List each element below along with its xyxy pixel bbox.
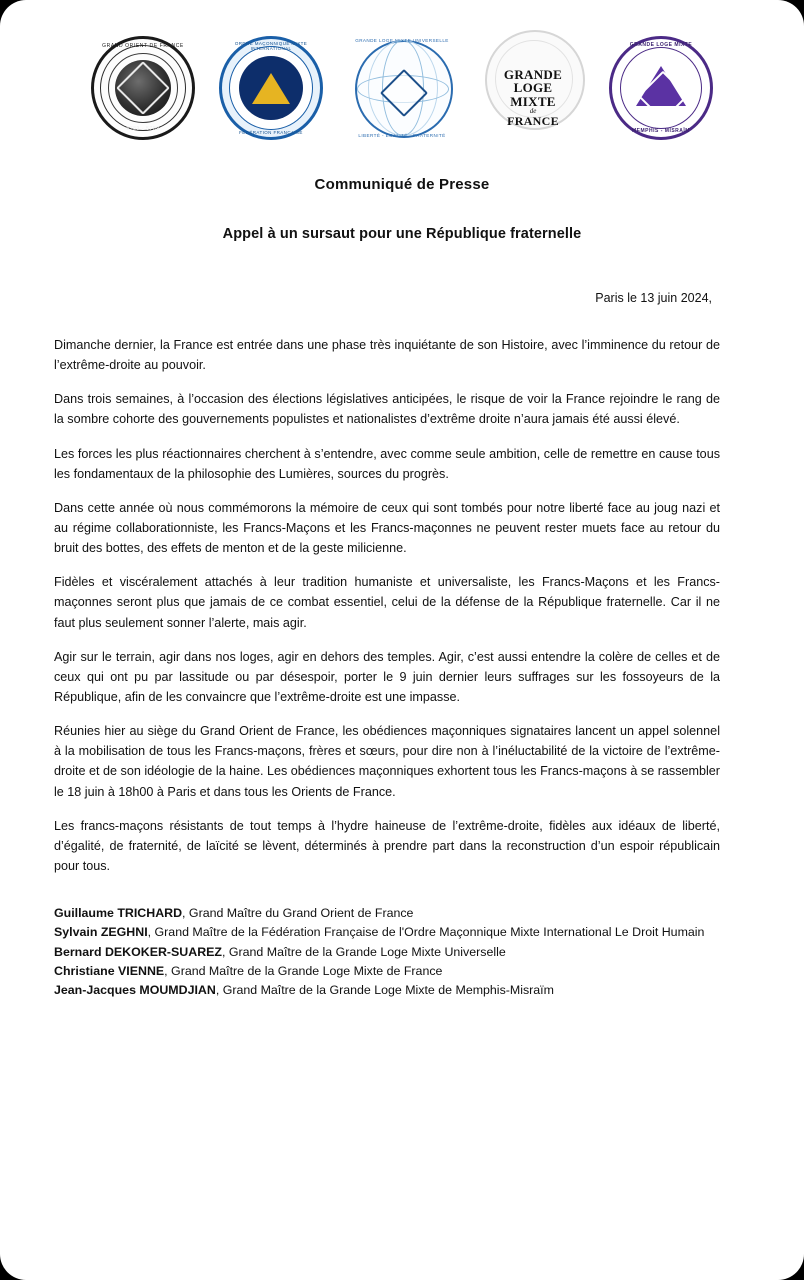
page-subtitle: Appel à un sursaut pour une République fraternelle (222, 226, 582, 242)
paragraph: Dans cette année où nous commémorons la mémoire de ceux qui sont tombés pour notre liberté face au joug nazi et au régime collaborationniste, les Francs-Maçons et les Francs-maçonnes ne peuvent rester muets face au retour du bruit des bottes, des effets de menton et de la geste milicienne. (54, 500, 720, 556)
logo-mm-top-text: GRANDE LOGE MIXTE (629, 42, 693, 48)
signatory (54, 904, 732, 923)
body-copy (52, 335, 752, 876)
paragraph: Dimanche dernier, la France est entrée dans une phase très inquiétante de son Histoire, avec l’imminence du retour de l’extrême-droite au pouvoir. (54, 338, 720, 373)
logo-dh-bottom-text: FÉDÉRATION FRANÇAISE (239, 130, 303, 135)
signatory (54, 962, 732, 981)
signatory-title: , Grand Maître de la Grande Loge Mixte Universelle (221, 944, 506, 959)
obedience-logos-row (52, 0, 752, 140)
signatory-name: Christiane VIENNE (54, 963, 165, 978)
signatory-title: , Grand Maître de la Grande Loge Mixte de France (164, 963, 443, 978)
signatory-title: , Grand Maître de la Fédération Française de l'Ordre Maçonnique Mixte International Le Droit Humain (147, 925, 705, 940)
paragraph: Fidèles et viscéralement attachés à leur tradition humaniste et universaliste, les Francs-Maçons et les Francs-maçonnes seront plus que jamais de ce combat essentiel, celui de la défense de la République fraternelle. Car il ne faut plus seulement sonner l’alerte, mais agir. (54, 575, 720, 630)
signatory-name: Guillaume TRICHARD (54, 906, 183, 921)
logo-glmf-line-de: de (529, 106, 537, 115)
logo-glmf-line2: LOGE (513, 80, 553, 96)
logo-droit-humain-icon (219, 36, 323, 140)
signatory-name: Bernard DEKOKER-SUAREZ (54, 944, 222, 959)
logo-godf-top-text: GRAND ORIENT DE FRANCE (102, 43, 184, 49)
logo-godf-bottom-text: 5789 - 5789 (126, 126, 160, 132)
page-title: Communiqué de Presse (314, 176, 490, 193)
paragraph: Agir sur le terrain, agir dans nos loges, agir en dehors des temples. Agir, c’est aussi entendre la colère de celles et de ceux qui ont pu par lassitude ou par désespoir, porter le 9 juin dernier leurs suffrages sur les fossoyeurs de la République, afin de les convaincre que l’extrême-droite est une impasse. (54, 649, 720, 704)
logo-glmf-line3: MIXTE (510, 93, 556, 109)
logo-grande-loge-mixte-universelle-icon (347, 36, 457, 140)
logo-grande-loge-mixte-de-france-icon (481, 30, 585, 140)
paragraph: Réunies hier au siège du Grand Orient de France, les obédiences maçonniques signataires lancent un appel solennel à la mobilisation de tous les Francs-maçons, frères et sœurs, pour dire non à l’inéluctabilité de la victoire de l’extrême-droite et de son idéologie de la haine. Les obédiences maçonniques exhortent tous les Francs-maçons à se rassembler le 18 juin à 18h00 à Paris et dans tous les Orients de France. (54, 724, 720, 799)
logo-glmf-line4: FRANCE (507, 113, 559, 128)
signatory-name: Sylvain ZEGHNI (54, 925, 148, 940)
logo-glmu-top-text: GRANDE LOGE MIXTE UNIVERSELLE (355, 38, 449, 43)
paragraph: Dans trois semaines, à l’occasion des élections législatives anticipées, le risque de voir la France rejoindre le rang de la sombre cohorte des gouvernements populistes et nationalistes d’extrême droite n’aura jamais été aussi élevé. (54, 392, 720, 427)
signatory-title: , Grand Maître du Grand Orient de France (182, 906, 414, 921)
signatory-name: Jean-Jacques MOUMDJIAN (54, 982, 216, 997)
signatory (54, 943, 732, 962)
logo-dh-top-text: ORDRE MAÇONNIQUE MIXTE INTERNATIONAL (234, 41, 308, 51)
logo-grand-orient-de-france-icon (91, 36, 195, 140)
paragraph: Les francs-maçons résistants de tout temps à l’hydre haineuse de l’extrême-droite, fidèles aux idéaux de liberté, d’égalité, de fraternité, de laïcité se lèvent, déterminés à prendre part dans la reconstruction d’un espoir républicain pour tous. (54, 818, 720, 873)
logo-mm-bottom-text: MEMPHIS - MISRAÏM (632, 128, 690, 134)
signatory (54, 923, 732, 942)
logo-memphis-misraim-icon (609, 36, 713, 140)
paragraph: Les forces les plus réactionnaires cherchent à s’entendre, avec comme seule ambition, celle de remettre en cause tous les fondamentaux de la philosophie des Lumières, sources du progrès. (54, 446, 720, 481)
signatories-list (52, 904, 752, 1000)
dateline: Paris le 13 juin 2024, (595, 291, 712, 305)
signatory-title: , Grand Maître de la Grande Loge Mixte de Memphis-Misraïm (215, 982, 554, 997)
signatory (54, 981, 732, 1000)
logo-glmf-line1: GRANDE (503, 67, 563, 82)
logo-glmu-bottom-text: LIBERTÉ - ÉGALITÉ - FRATERNITÉ (358, 133, 446, 138)
